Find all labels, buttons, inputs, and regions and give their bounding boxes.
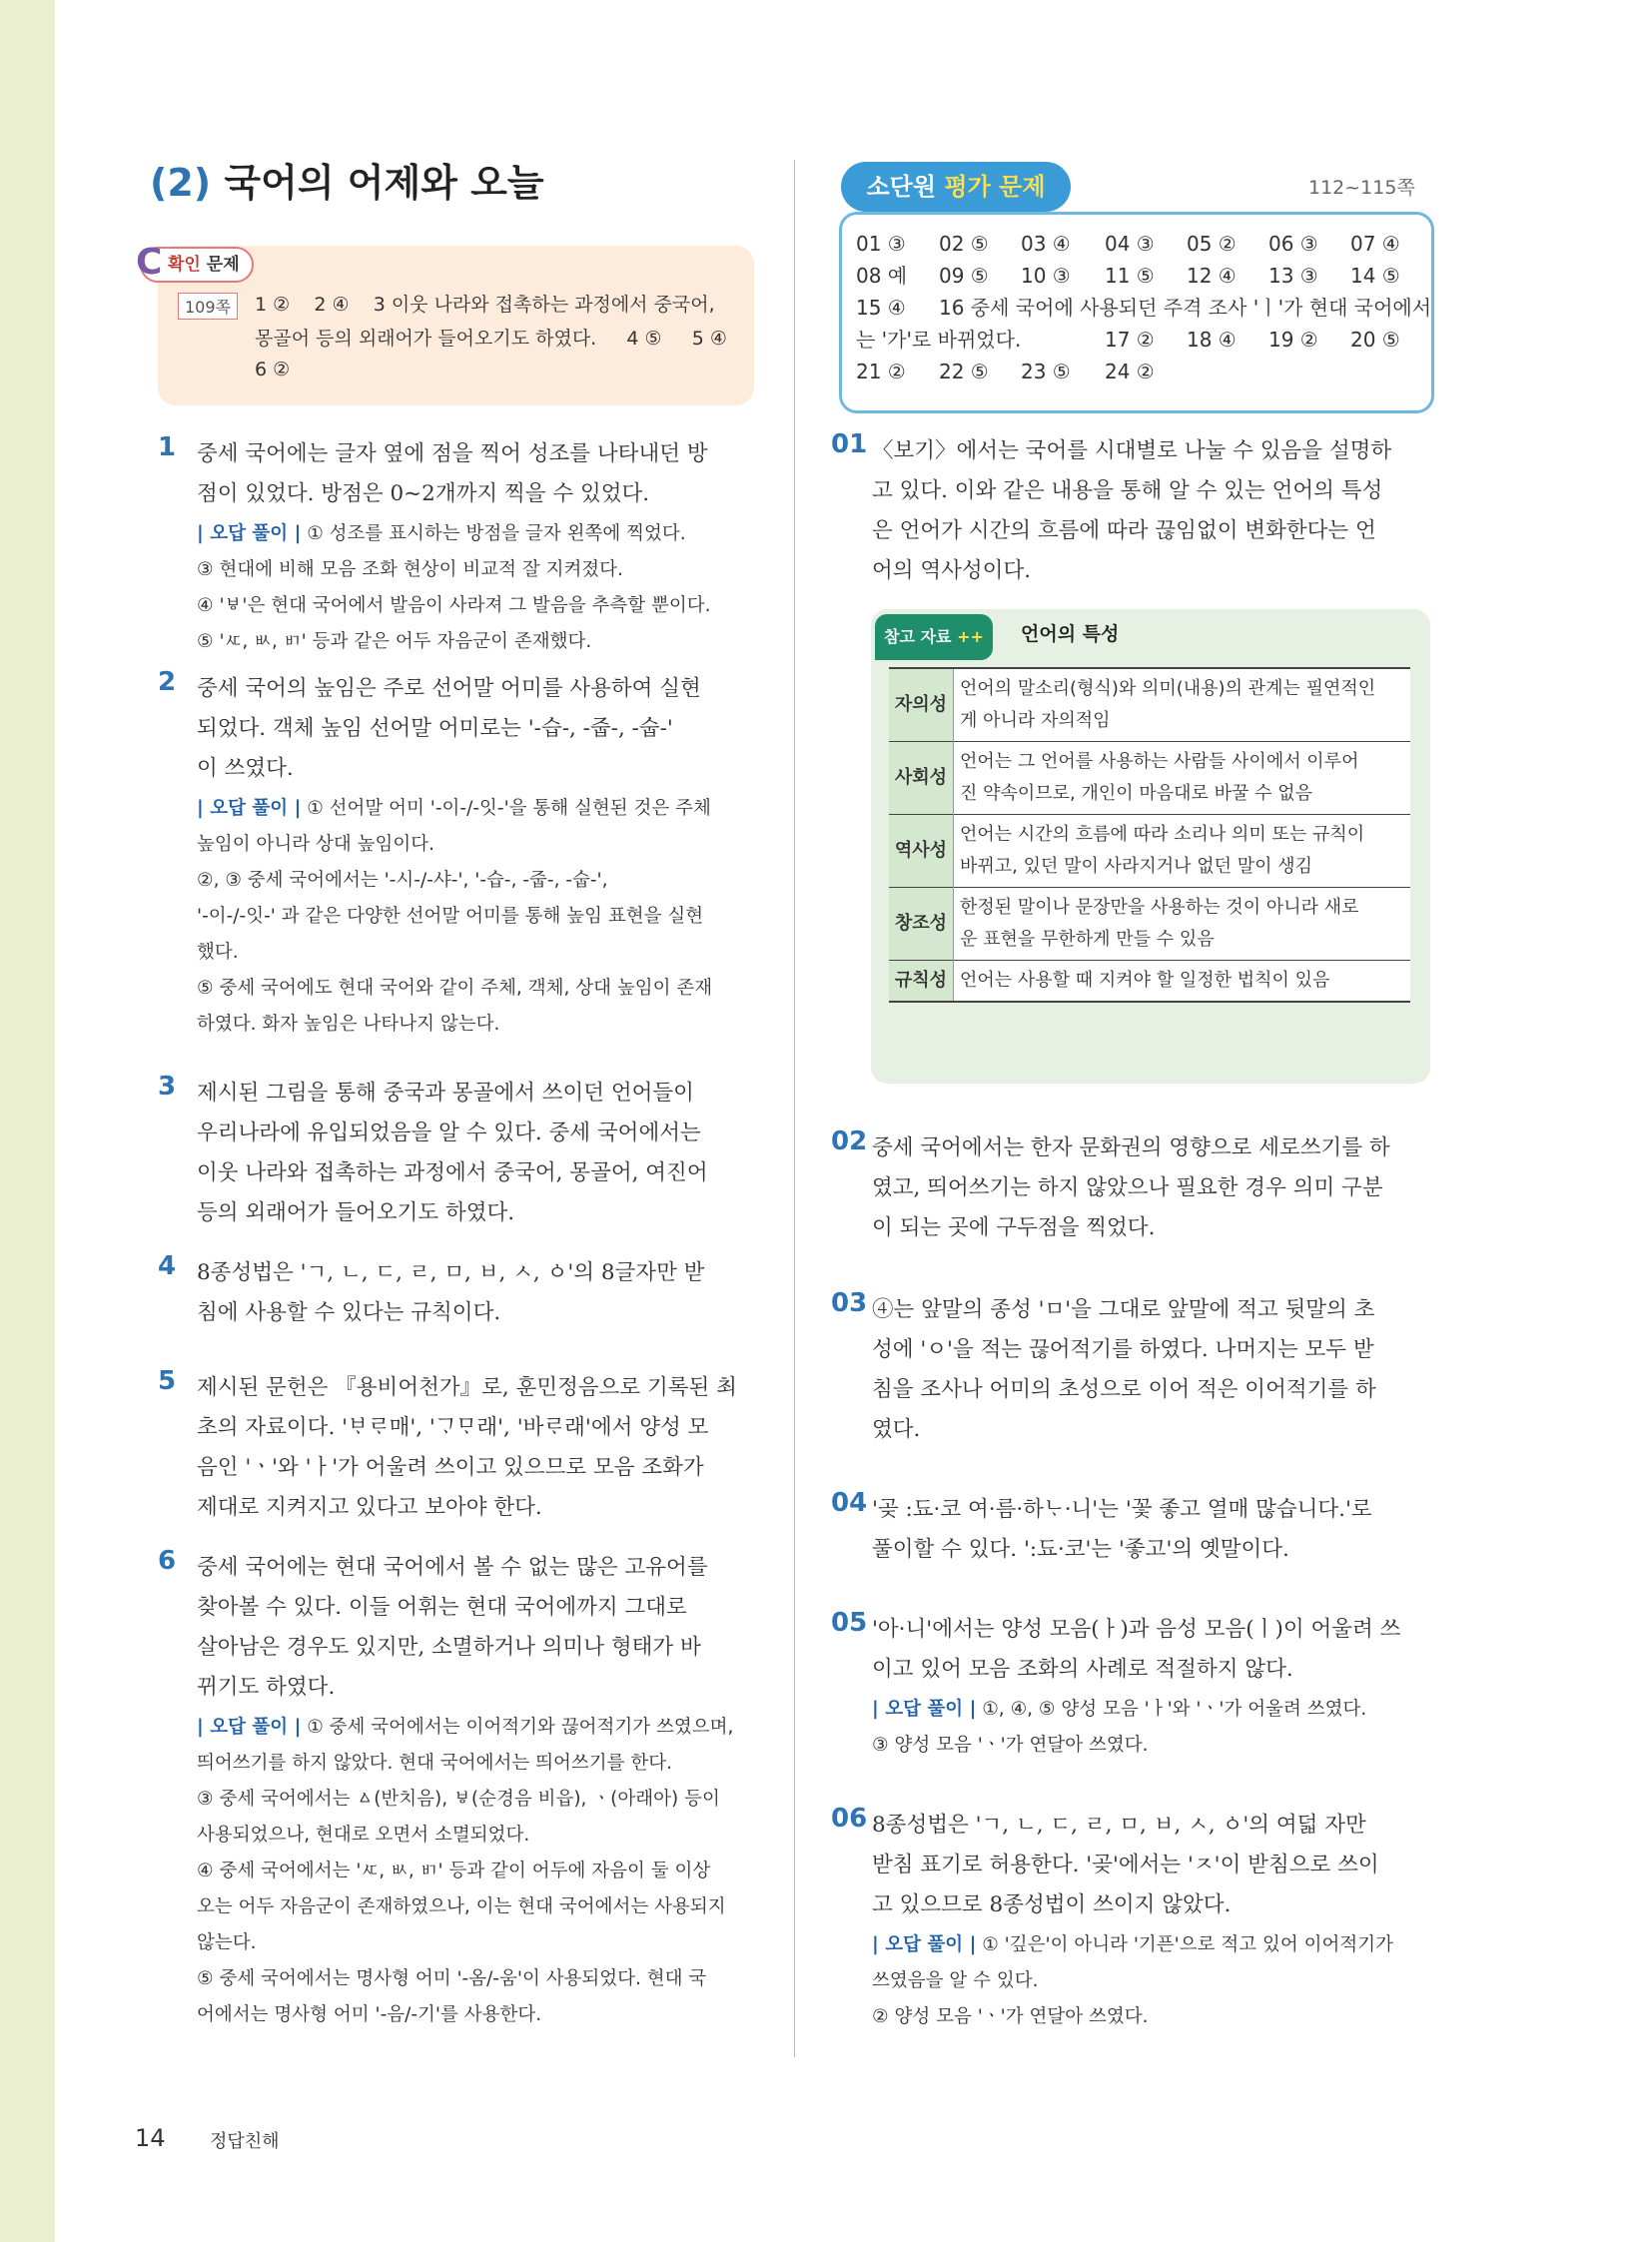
check-tag-b: 문제 bbox=[206, 255, 240, 275]
trait-name: 창조성 bbox=[889, 888, 954, 961]
trait-desc-line: 운 표현을 무한하게 만들 수 있음 bbox=[960, 929, 1215, 950]
footer-title: 정답친해 bbox=[210, 2131, 280, 2152]
check-problems-tag bbox=[136, 242, 254, 283]
wrong-answer-note bbox=[197, 971, 712, 1007]
table-row bbox=[889, 815, 1410, 888]
wrong-answer-label: | 오답 풀이 | bbox=[197, 798, 302, 819]
wrong-answer-note bbox=[197, 1889, 726, 1925]
item-text-line: 고 있으므로 8종성법이 쓰이지 않았다. bbox=[872, 1892, 1232, 1917]
item-number: 01 bbox=[831, 429, 868, 459]
item-text-line: 등의 외래어가 들어오기도 하였다. bbox=[197, 1200, 515, 1225]
trait-desc bbox=[954, 815, 1411, 888]
item-text-line: 제시된 그림을 통해 중국과 몽골에서 쓰이던 언어들이 bbox=[197, 1081, 694, 1106]
wrong-answer-note bbox=[197, 1782, 720, 1818]
trait-name: 자의성 bbox=[889, 668, 954, 742]
page-side-band bbox=[0, 0, 55, 2242]
check-answer: 4 ⑤ bbox=[626, 328, 662, 350]
item-text-line: 침을 조사나 어미의 초성으로 이어 적은 이어적기를 하 bbox=[872, 1377, 1376, 1402]
eval-answer: 21 ② bbox=[856, 360, 906, 383]
item-text-line: 중세 국어의 높임은 주로 선어말 어미를 사용하여 실현 bbox=[197, 676, 701, 701]
note-text: ①, ④, ⑤ 양성 모음 'ㅏ'와 'ㆍ'가 어울려 쓰였다. bbox=[982, 1699, 1367, 1720]
wrong-answer-note bbox=[197, 588, 710, 624]
wrong-answer-note bbox=[197, 1925, 257, 1961]
wrong-answer-note bbox=[197, 516, 686, 552]
item-text-line: ④는 앞말의 종성 'ㅁ'을 그대로 앞말에 적고 뒷말의 초 bbox=[872, 1297, 1375, 1322]
item-number: 6 bbox=[158, 1546, 177, 1576]
note-text: 사용되었으나, 현대로 오면서 소멸되었다. bbox=[197, 1825, 530, 1846]
item-number: 02 bbox=[831, 1126, 868, 1156]
note-text: 않는다. bbox=[197, 1932, 257, 1953]
table-row bbox=[889, 668, 1410, 742]
check-answer-line-1 bbox=[255, 290, 715, 320]
trait-desc-line: 언어는 사용할 때 지켜야 할 일정한 법칙이 있음 bbox=[960, 970, 1330, 991]
eval-label-a: 소단원 bbox=[866, 173, 937, 201]
item-text-line: 중세 국어에는 현대 국어에서 볼 수 없는 많은 고유어를 bbox=[197, 1555, 708, 1580]
eval-answer: 09 ⑤ bbox=[939, 264, 989, 288]
item-text-line: '곶 :됴·코 여·름·하ᄂᆞ·니'는 '꽃 좋고 열매 많습니다.'로 bbox=[872, 1497, 1372, 1522]
item-text-line: 음인 'ㆍ'와 'ㅏ'가 어울려 쓰이고 있으므로 모음 조화가 bbox=[197, 1455, 704, 1480]
item-text-line: 이 쓰였다. bbox=[197, 756, 294, 781]
item-number: 03 bbox=[831, 1288, 868, 1318]
trait-desc-line: 언어는 시간의 흐름에 따라 소리나 의미 또는 규칙이 bbox=[960, 824, 1365, 845]
unit-eval-badge bbox=[841, 162, 1071, 212]
reference-title: 언어의 특성 bbox=[1021, 623, 1120, 645]
item-text-line: 어의 역사성이다. bbox=[872, 558, 1032, 583]
eval-label-b: 평가 문제 bbox=[944, 173, 1046, 201]
note-text: 오는 어두 자음군이 존재하였으나, 이는 현대 국어에서는 사용되지 bbox=[197, 1896, 726, 1917]
trait-name: 사회성 bbox=[889, 742, 954, 815]
eval-answer: 03 ④ bbox=[1021, 232, 1071, 256]
eval-answer: 04 ③ bbox=[1105, 232, 1155, 256]
note-text: ① 선어말 어미 '-이-/-잇-'을 통해 실현된 것은 주체 bbox=[307, 798, 711, 819]
check-answer-line-2 bbox=[255, 324, 727, 354]
wrong-answer-note bbox=[197, 624, 591, 660]
item-number: 06 bbox=[831, 1804, 868, 1834]
eval-answer: 23 ⑤ bbox=[1021, 360, 1071, 383]
eval-answer: 08 예 bbox=[856, 264, 908, 288]
note-text: 어에서는 명사형 어미 '-음/-기'를 사용한다. bbox=[197, 2004, 542, 2025]
eval-answer: 13 ③ bbox=[1268, 264, 1318, 288]
note-text: ② 양성 모음 'ㆍ'가 연달아 쓰였다. bbox=[872, 2006, 1149, 2027]
item-text-line: 받침 표기로 허용한다. '곶'에서는 'ㅈ'이 받침으로 쓰이 bbox=[872, 1853, 1379, 1877]
c-icon: C bbox=[136, 242, 163, 283]
note-text: ⑤ 중세 국어에서는 명사형 어미 '-옴/-움'이 사용되었다. 현대 국 bbox=[197, 1968, 707, 1989]
check-answer: 몽골어 등의 외래어가 들어오기도 하였다. bbox=[255, 328, 597, 350]
wrong-answer-note bbox=[197, 791, 711, 827]
note-text: ① 성조를 표시하는 방점을 글자 왼쪽에 찍었다. bbox=[307, 523, 686, 544]
trait-desc-line: 언어는 그 언어를 사용하는 사람들 사이에서 이루어 bbox=[960, 751, 1359, 772]
item-text-line: 성에 'ㅇ'을 적는 끊어적기를 하였다. 나머지는 모두 받 bbox=[872, 1337, 1374, 1362]
item-text-line: 찾아볼 수 있다. 이들 어휘는 현대 국어에까지 그대로 bbox=[197, 1595, 687, 1620]
note-text: ③ 중세 국어에서는 ㅿ(반치음), ㅸ(순경음 비읍), ㆍ(아래아) 등이 bbox=[197, 1789, 720, 1810]
trait-desc bbox=[954, 742, 1411, 815]
section-title-text: 국어의 어제와 오늘 bbox=[224, 161, 544, 205]
eval-answer: 07 ④ bbox=[1350, 232, 1400, 256]
item-text-line: 였다. bbox=[872, 1417, 921, 1442]
item-text-line: 중세 국어에서는 한자 문화권의 영향으로 세로쓰기를 하 bbox=[872, 1135, 1390, 1160]
item-number: 1 bbox=[158, 432, 177, 462]
eval-answer: 19 ② bbox=[1268, 328, 1318, 352]
eval-page-range: 112~115쪽 bbox=[1308, 177, 1415, 199]
item-text-line: 이 되는 곳에 구두점을 찍었다. bbox=[872, 1215, 1156, 1240]
note-text: ⑤ 'ㅼ, ㅄ, ㅲ' 등과 같은 어두 자음군이 존재했다. bbox=[197, 631, 592, 652]
wrong-answer-note bbox=[197, 1710, 733, 1746]
note-text: 했다. bbox=[197, 942, 239, 963]
note-text: 높임이 아니라 상대 높임이다. bbox=[197, 834, 434, 855]
item-text-line: 이고 있어 모음 조화의 사례로 적절하지 않다. bbox=[872, 1657, 1293, 1682]
item-text-line: 8종성법은 'ㄱ, ㄴ, ㄷ, ㄹ, ㅁ, ㅂ, ㅅ, ㆁ'의 8글자만 받 bbox=[197, 1260, 705, 1285]
eval-answer: 12 ④ bbox=[1187, 264, 1237, 288]
check-answer: 1 ② bbox=[255, 294, 291, 316]
eval-answer: 14 ⑤ bbox=[1350, 264, 1400, 288]
item-text-line: 8종성법은 'ㄱ, ㄴ, ㄷ, ㄹ, ㅁ, ㅂ, ㅅ, ㆁ'의 여덟 자만 bbox=[872, 1813, 1366, 1838]
wrong-answer-note bbox=[197, 935, 239, 971]
eval-answer: 17 ② bbox=[1105, 328, 1155, 352]
note-text: ① '깊은'이 아니라 '기픈'으로 적고 있어 이어적기가 bbox=[982, 1934, 1393, 1955]
check-answer: 2 ④ bbox=[314, 294, 350, 316]
wrong-answer-note bbox=[197, 1854, 710, 1889]
section-title bbox=[150, 152, 544, 207]
check-answer: 3 이웃 나라와 접촉하는 과정에서 중국어, bbox=[373, 294, 715, 316]
page-ref-badge: 109쪽 bbox=[178, 293, 238, 320]
eval-answer: 02 ⑤ bbox=[939, 232, 989, 256]
note-text: ③ 양성 모음 'ㆍ'가 연달아 쓰였다. bbox=[872, 1735, 1149, 1756]
item-text-line: 침에 사용할 수 있다는 규칙이다. bbox=[197, 1300, 501, 1325]
trait-desc-line: 한정된 말이나 문장만을 사용하는 것이 아니라 새로 bbox=[960, 897, 1359, 918]
note-text: ① 중세 국어에서는 이어적기와 끊어적기가 쓰였으며, bbox=[307, 1717, 734, 1738]
note-text: 쓰였음을 알 수 있다. bbox=[872, 1970, 1039, 1991]
wrong-answer-note bbox=[197, 552, 623, 588]
note-text: ②, ③ 중세 국어에서는 '-시-/-샤-', '-습-, -줍-, -숩-', bbox=[197, 870, 608, 891]
trait-desc bbox=[954, 668, 1411, 742]
item-text-line: 였고, 띄어쓰기는 하지 않았으나 필요한 경우 의미 구분 bbox=[872, 1175, 1383, 1200]
item-text-line: 고 있다. 이와 같은 내용을 통해 알 수 있는 언어의 특성 bbox=[872, 478, 1383, 503]
table-row bbox=[889, 888, 1410, 961]
wrong-answer-note bbox=[197, 1997, 541, 2033]
wrong-answer-label: | 오답 풀이 | bbox=[872, 1699, 977, 1720]
item-number: 04 bbox=[831, 1488, 868, 1518]
table-row bbox=[889, 742, 1410, 815]
item-number: 05 bbox=[831, 1608, 868, 1638]
eval-answer: 22 ⑤ bbox=[939, 360, 989, 383]
wrong-answer-note bbox=[197, 1746, 672, 1782]
item-text-line: 살아남은 경우도 있지만, 소멸하거나 의미나 형태가 바 bbox=[197, 1635, 701, 1660]
item-text-line: 이웃 나라와 접촉하는 과정에서 중국어, 몽골어, 여진어 bbox=[197, 1160, 708, 1185]
language-traits-table bbox=[889, 667, 1410, 1003]
wrong-answer-note bbox=[197, 827, 434, 863]
column-divider bbox=[794, 160, 795, 2057]
wrong-answer-note bbox=[197, 899, 703, 935]
note-text: ④ 중세 국어에서는 'ㅼ, ㅄ, ㅲ' 등과 같이 어두에 자음이 둘 이상 bbox=[197, 1861, 711, 1881]
ref-tag-plus: ++ bbox=[957, 627, 984, 646]
item-text-line: '아·니'에서는 양성 모음(ㅏ)과 음성 모음(ㅣ)이 어울려 쓰 bbox=[872, 1617, 1401, 1642]
trait-desc-line: 게 아니라 자의적임 bbox=[960, 710, 1111, 731]
wrong-answer-note bbox=[872, 1999, 1149, 2035]
eval-answer: 11 ⑤ bbox=[1105, 264, 1155, 288]
eval-answer: 16 중세 국어에 사용되던 주격 조사 'ㅣ'가 현대 국어에서 bbox=[939, 296, 1432, 320]
ref-tag-text: 참고 자료 bbox=[884, 627, 952, 646]
item-text-line: 은 언어가 시간의 흐름에 따라 끊임없이 변화한다는 언 bbox=[872, 518, 1376, 543]
trait-desc-line: 진 약속이므로, 개인이 마음대로 바꿀 수 없음 bbox=[960, 783, 1313, 804]
eval-answer: 10 ③ bbox=[1021, 264, 1071, 288]
page-number: 14 bbox=[135, 2124, 166, 2152]
note-text: 하였다. 화자 높임은 나타나지 않는다. bbox=[197, 1014, 500, 1035]
item-number: 2 bbox=[158, 667, 177, 697]
item-text-line: 제시된 문헌은 『용비어천가』로, 훈민정음으로 기록된 최 bbox=[197, 1375, 737, 1400]
eval-answer: 는 '가'로 바뀌었다. bbox=[856, 328, 1022, 352]
eval-answer: 01 ③ bbox=[856, 232, 906, 256]
trait-desc bbox=[954, 888, 1411, 961]
item-text-line: 풀이할 수 있다. ':됴·코'는 '좋고'의 옛말이다. bbox=[872, 1537, 1289, 1562]
item-number: 5 bbox=[158, 1366, 177, 1396]
trait-name: 규칙성 bbox=[889, 961, 954, 1003]
note-text: 띄어쓰기를 하지 않았다. 현대 국어에서는 띄어쓰기를 한다. bbox=[197, 1753, 672, 1774]
trait-desc bbox=[954, 961, 1411, 1003]
eval-answer: 15 ④ bbox=[856, 296, 906, 320]
wrong-answer-note bbox=[872, 1692, 1366, 1728]
check-answer-line-3: 6 ② bbox=[255, 359, 291, 380]
note-text: ⑤ 중세 국어에도 현대 국어와 같이 주체, 객체, 상대 높임이 존재 bbox=[197, 978, 713, 999]
check-answer: 5 ④ bbox=[691, 328, 727, 350]
item-text-line: 〈보기〉에서는 국어를 시대별로 나눌 수 있음을 설명하 bbox=[872, 438, 1392, 463]
wrong-answer-note bbox=[197, 1961, 706, 1997]
trait-desc-line: 바뀌고, 있던 말이 사라지거나 없던 말이 생김 bbox=[960, 856, 1313, 877]
reference-tag bbox=[875, 614, 993, 660]
eval-answer: 06 ③ bbox=[1268, 232, 1318, 256]
item-text-line: 되었다. 객체 높임 선어말 어미로는 '-습-, -줍-, -숩-' bbox=[197, 716, 673, 741]
item-text-line: 점이 있었다. 방점은 0~2개까지 찍을 수 있었다. bbox=[197, 481, 650, 506]
wrong-answer-note bbox=[197, 863, 608, 899]
item-text-line: 중세 국어에는 글자 옆에 점을 찍어 성조를 나타내던 방 bbox=[197, 441, 708, 466]
eval-answer: 05 ② bbox=[1187, 232, 1237, 256]
note-text: ④ 'ㅸ'은 현대 국어에서 발음이 사라져 그 발음을 추측할 뿐이다. bbox=[197, 595, 711, 616]
wrong-answer-note bbox=[197, 1007, 499, 1043]
table-row bbox=[889, 961, 1410, 1003]
check-tag-a: 확인 bbox=[168, 255, 201, 275]
item-number: 4 bbox=[158, 1251, 177, 1281]
note-text: ③ 현대에 비해 모음 조화 현상이 비교적 잘 지켜졌다. bbox=[197, 559, 623, 580]
wrong-answer-label: | 오답 풀이 | bbox=[197, 1717, 302, 1738]
note-text: '-이-/-잇-' 과 같은 다양한 선어말 어미를 통해 높임 표현을 실현 bbox=[197, 906, 704, 927]
eval-answer: 20 ⑤ bbox=[1350, 328, 1400, 352]
wrong-answer-note bbox=[197, 1818, 529, 1854]
item-text-line: 뀌기도 하였다. bbox=[197, 1675, 336, 1700]
wrong-answer-label: | 오답 풀이 | bbox=[872, 1934, 977, 1955]
wrong-answer-label: | 오답 풀이 | bbox=[197, 523, 302, 544]
wrong-answer-note bbox=[872, 1963, 1039, 1999]
item-text-line: 우리나라에 유입되었음을 알 수 있다. 중세 국어에서는 bbox=[197, 1121, 701, 1145]
item-number: 3 bbox=[158, 1072, 177, 1102]
wrong-answer-note bbox=[872, 1728, 1149, 1764]
item-text-line: 초의 자료이다. 'ᄇᆞᄅᆞ매', 'ᄀᆞᄆᆞ래', '바ᄅᆞ래'에서 양성 모 bbox=[197, 1415, 709, 1440]
trait-name: 역사성 bbox=[889, 815, 954, 888]
eval-answer: 24 ② bbox=[1105, 360, 1155, 383]
trait-desc-line: 언어의 말소리(형식)와 의미(내용)의 관계는 필연적인 bbox=[960, 678, 1376, 699]
item-text-line: 제대로 지켜지고 있다고 보아야 한다. bbox=[197, 1495, 542, 1520]
eval-answer: 18 ④ bbox=[1187, 328, 1237, 352]
section-number: (2) bbox=[150, 161, 212, 205]
wrong-answer-note bbox=[872, 1927, 1393, 1963]
